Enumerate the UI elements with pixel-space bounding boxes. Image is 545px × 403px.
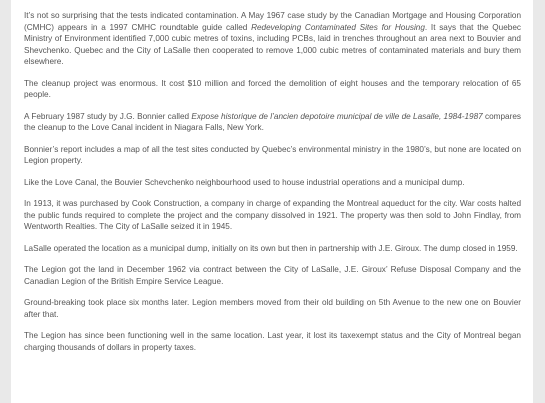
- article-paragraph: [24, 78, 521, 101]
- article-paragraph: [24, 177, 521, 189]
- article-paragraph: [24, 297, 521, 320]
- paragraph-text: LaSalle operated the location as a municipal dump, initially on its own but then in partnership with J.E. Giroux. The dump closed in 1959.: [24, 243, 518, 253]
- paragraph-text: It’s not so surprising that the tests indicated contamination. A May 1967 case study by the Canadian Mortgage and Housing Corporation (CMHC) appears in a 1997 CMHC roundtable guide called: [24, 11, 521, 32]
- paragraph-text: The Legion got the land in December 1962 via contract between the City of LaSalle, J.E. Giroux’ Refuse Disposal Company and the Canadian Legion of the British Empire Service League.: [24, 265, 521, 286]
- paragraph-text: Ground-breaking took place six months later. Legion members moved from their old building on 5th Avenue to the new one on Bouvier after that.: [24, 298, 521, 319]
- article-paragraph: [24, 198, 521, 233]
- article-body: [24, 10, 521, 353]
- paragraph-text: In 1913, it was purchased by Cook Construction, a company in charge of expanding the Montreal aqueduct for the city. War costs halted the public funds required to complete the project and the company dissolved in 1921. The property was then sold to John Findlay, from Wentworth Realties. The City of LaSalle seized it in 1945.: [24, 199, 521, 232]
- paragraph-text: . It says that the Quebec Ministry of Environment identified 7,000 cubic metres of toxins, including PCBs, laid in trenches throughout an area next to Bouvier and Shevchenko. Quebec and the City of LaSalle then cooperated to remove 1,000 cubic metres of contaminated materials and bury them elsewhere.: [24, 22, 521, 67]
- article-paragraph: [24, 243, 521, 255]
- article-paragraph: [24, 264, 521, 287]
- paragraph-text: The Legion has since been functioning well in the same location. Last year, it lost its taxexempt status and the City of Montreal began charging thousands of dollars in property taxes.: [24, 331, 521, 352]
- article-paragraph: [24, 330, 521, 353]
- paragraph-text: The cleanup project was enormous. It cost $10 million and forced the demolition of eight houses and the temporary relocation of 65 people.: [24, 78, 521, 100]
- paragraph-text: A February 1987 study by J.G. Bonnier called: [24, 111, 192, 121]
- article-paragraph: [24, 10, 521, 68]
- italic-title-text: Expose historique de l’ancien depotoire municipal de ville de Lasalle, 1984-1987: [191, 111, 483, 121]
- paragraph-text: compares the cleanup to the Love Canal incident in Niagara Falls, New York.: [24, 111, 521, 133]
- article-paragraph: [24, 144, 521, 167]
- paragraph-text: Like the Love Canal, the Bouvier Schevchenko neighbourhood used to house industrial operations and a municipal dump.: [24, 177, 465, 187]
- article-paragraph: [24, 111, 521, 134]
- italic-title-text: Redeveloping Contaminated Sites for Housing: [251, 22, 425, 32]
- article-page: [11, 0, 533, 403]
- paragraph-text: Bonnier’s report includes a map of all the test sites conducted by Quebec’s environmental ministry in the 1980’s, but none are located on Legion property.: [24, 144, 521, 166]
